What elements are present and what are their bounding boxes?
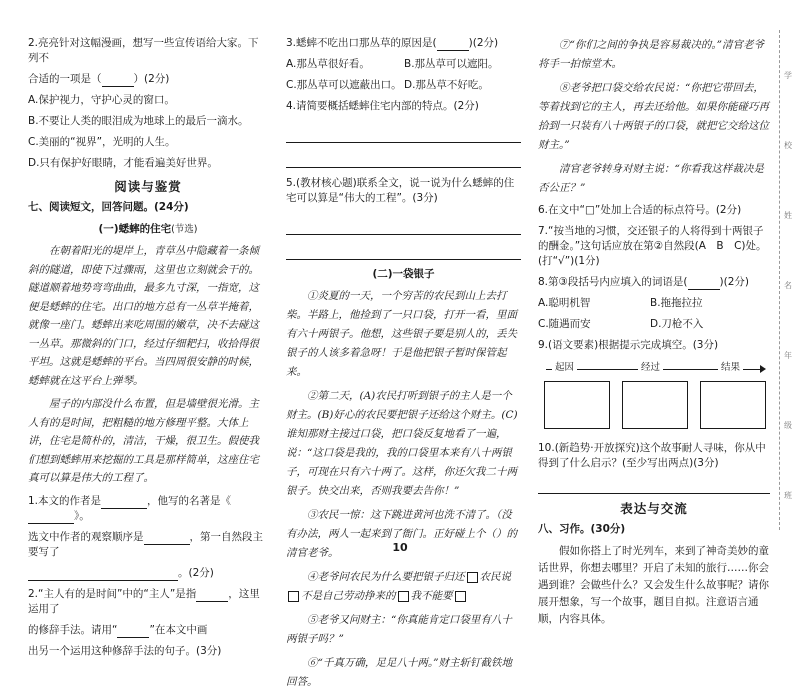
q3-options-row-2 <box>286 78 521 93</box>
diagram-label-cause: 起因 <box>552 359 577 373</box>
passage-2-paragraph-5: ⑤老爷又问财主：“你真能肯定口袋里有八十两银子吗？” <box>286 614 512 645</box>
q10-answer-line-1[interactable] <box>538 477 770 494</box>
question-1 <box>28 494 268 524</box>
punctuation-box-2[interactable] <box>288 591 299 602</box>
diagram-arrow-head-icon <box>760 365 766 373</box>
q3-option-a: A.那丛草很好看。 <box>286 58 370 70</box>
side-text-6: 级 <box>784 421 792 430</box>
q1-text-f: 。(2分) <box>178 566 214 579</box>
q8-answer-blank[interactable] <box>688 278 720 290</box>
q2-option-a: A.保护视力，守护心灵的窗口。 <box>28 94 175 106</box>
q2-option-b: B.不要让人类的眼泪成为地球上的最后一滴水。 <box>28 115 249 127</box>
q3-answer-blank[interactable] <box>437 39 469 51</box>
q3-option-c: C.那丛草可以遮蔽出口。 <box>286 79 402 91</box>
q4-answer-line-1[interactable] <box>286 120 521 143</box>
question-2b-continued <box>28 623 268 638</box>
passage-2-paragraph-2: ②第二天，(A)农民打听到银子的主人是一个财主。(B)好心的农民要把银子还给这个财主。(C)谁知那财主接过口袋，把口袋反复地看了一遍，说：“这口袋是我的，我的口袋里本来有八十两银子，可现在只有六十两了。这样，你还欠我二十两银子。快交出来，否则我要去告你！” <box>286 390 518 497</box>
side-text-2: 校 <box>784 141 792 150</box>
question-10: 10.(新趋势·开放探究)这个故事耐人寻味，你从中得到了什么启示？(至少写出两点)(3分) <box>538 442 766 469</box>
q2-option-c: C.美丽的“视界”，光明的人生。 <box>28 136 176 148</box>
p2-4-text-a: ④老爷问农民为什么要把银子归还 <box>307 571 465 583</box>
passage-2-paragraph-8: ⑧老爷把口袋交给农民说：“你把它带回去，等着找到它的主人，再去还给他。如果你能碰巧再拾到一只装有八十两银子的口袋，就把它交给这位财主。” <box>538 82 769 151</box>
passage-2-paragraph-7: ⑦“你们之间的争执是容易裁决的。”清官老爷将手一拍惊堂木。 <box>538 39 764 70</box>
diagram-label-result: 结果 <box>718 359 743 373</box>
q3-option-d: D.那丛草不好吃。 <box>404 79 489 91</box>
question-2b <box>28 587 268 617</box>
diagram-box-process[interactable] <box>622 381 688 429</box>
q2b-owner-blank[interactable] <box>196 590 228 602</box>
q3-text-end: )(2分) <box>468 37 499 49</box>
question-3 <box>286 36 521 51</box>
passage-1-note: (节选) <box>171 224 198 235</box>
q8-options-row-1 <box>538 296 770 311</box>
punctuation-box-3[interactable] <box>398 591 409 602</box>
binding-margin <box>779 30 796 530</box>
q2-line2-end: ）(2分) <box>133 73 170 85</box>
q1-text-d: 选文中作者的观察顺序是 <box>28 530 144 543</box>
passage-2-paragraph-4 <box>286 568 521 606</box>
question-2-answer-line <box>28 72 268 87</box>
q2-option-d: D.只有保护好眼睛，才能看遍美好世界。 <box>28 157 218 169</box>
q5-answer-line-1[interactable] <box>286 212 521 235</box>
passage-1-title-text: (一)蟋蟀的住宅 <box>98 223 172 235</box>
left-column <box>28 36 268 665</box>
q2b-text-d: ”在本文中画 <box>149 623 208 636</box>
side-text-3: 姓 <box>784 211 792 220</box>
p2-4-text-c: 不是自己劳动挣来的 <box>301 590 396 602</box>
section-express-title: 表达与交流 <box>620 501 688 516</box>
side-text-5: 年 <box>784 351 792 360</box>
q2b-text-b: ，这里运用了 <box>28 587 260 615</box>
question-5: 5.(教材核心题)联系全文，说一说为什么蟋蟀的住宅可以算是“伟大的工程”。(3分) <box>286 177 515 204</box>
question-2b-end: 出另一个运用这种修辞手法的句子。(3分) <box>28 644 222 657</box>
passage-2-paragraph-6: ⑥“千真万确，足足八十两。”财主斩钉截铁地回答。 <box>286 657 512 688</box>
q2b-text-c: 的修辞手法。请用“ <box>28 623 118 636</box>
question-9: 9.(语文要素)根据提示完成填空。(3分) <box>538 339 719 351</box>
question-7-title: 七、阅读短文，回答问题。(24分) <box>28 201 189 213</box>
passage-2-paragraph-3: ③农民一惊：这下跳进黄河也洗不清了。（没有办法，两人一起来到了衙门。正好碰上个（）的清官老爷。 <box>286 509 517 559</box>
q1-text-a: 1.本文的作者是 <box>28 494 102 507</box>
side-text-7: 班 <box>784 491 792 500</box>
q3-option-b: B.那丛草可以遮阳。 <box>404 58 499 70</box>
page-number: 10 <box>392 541 408 554</box>
middle-column <box>286 36 521 697</box>
diagram-box-cause[interactable] <box>544 381 610 429</box>
q2b-text-a: 2.“主人有的是时间”中的“主人”是指 <box>28 587 197 600</box>
passage-1-title <box>28 221 268 236</box>
side-text-4: 名 <box>784 281 792 290</box>
question-7b: 7.“按当地的习惯，交还银子的人将得到十两银子的酬金。”这句话应放在第②自然段(A B C)处。(打“√”)(1分) <box>538 225 767 267</box>
question-4: 4.请简要概括蟋蟀住宅内部的特点。(2分) <box>286 100 479 112</box>
passage-2-title: (二)一袋银子 <box>372 268 435 280</box>
q1-author-blank[interactable] <box>101 497 147 509</box>
side-text-1: 学 <box>784 71 792 80</box>
q1-text-c: 》。 <box>74 509 90 522</box>
writing-task-title: 八、习作。(30分) <box>538 523 626 535</box>
q8-option-c: C.随遇而安 <box>538 318 591 330</box>
diagram-box-result[interactable] <box>700 381 766 429</box>
story-flow-diagram <box>538 359 770 435</box>
q2-answer-blank[interactable] <box>102 75 134 87</box>
q8-option-d: D.刀枪不入 <box>650 318 704 330</box>
diagram-label-process: 经过 <box>638 359 663 373</box>
question-8 <box>538 275 770 290</box>
question-1-end <box>28 566 268 581</box>
q1-text-b: ，他写的名著是《 <box>147 494 232 507</box>
passage-2-paragraph-1: ①炎夏的一天，一个穷苦的农民到山上去打柴。半路上，他捡到了一只口袋，打开一看，里面有六十两银子。他想，这些银子要是别人的，丢失银子的人该多着急呀！于是他把银子暂时保管起来。 <box>286 290 517 378</box>
q8-options-row-2 <box>538 317 770 332</box>
section-reading-title: 阅读与鉴赏 <box>114 179 182 194</box>
passage-2-paragraph-9: 清官老爷转身对财主说：“你看我这样裁决是否公正？” <box>538 163 764 194</box>
q8-option-a: A.聪明机智 <box>538 297 591 309</box>
question-6: 6.在文中“□”处加上合适的标点符号。(2分) <box>538 204 742 216</box>
p2-4-text-b: 农民说 <box>479 571 511 583</box>
q8-text-end: )(2分) <box>719 276 750 288</box>
passage-1-paragraph-2: 屋子的内部没什么布置，但是墙壁很光滑。主人有的是时间，把粗糙的地方修理平整。大体上讲，住宅是简朴的，清洁，干燥，很卫生。假使我们想到蟋蟀用来挖掘的工具是那样简单，这座住宅真可以算是伟大的工程了。 <box>28 398 259 484</box>
q3-options-row-1 <box>286 57 521 72</box>
q2-line2: 合适的一项是（ <box>28 73 102 85</box>
q8-text: 8.第③段括号内应填入的词语是( <box>538 276 688 288</box>
passage-1-paragraph-1: 在朝着阳光的堤岸上，青草丛中隐藏着一条倾斜的隧道，即使下过骤雨，这里也立刻就会干的。隧道顺着地势弯弯曲曲，最多九寸深，一指宽，这便是蟋蟀的住宅。出口的地方总有一丛草半掩着，就像一座门。蟋蟀出来吃周围的嫩草，决不去碰这一丛草。那微斜的门口，经过仔细耙扫，收拾得很平坦。这就是蟋蟀的平台。当四周很安静的时候，蟋蟀就在这平台上弹琴。 <box>28 245 259 387</box>
punctuation-box-4[interactable] <box>455 591 466 602</box>
q1-book-blank[interactable] <box>28 512 74 524</box>
q8-option-b: B.拖拖拉拉 <box>650 297 703 309</box>
p2-4-text-d: 我不能要 <box>410 590 453 602</box>
punctuation-box-1[interactable] <box>467 572 478 583</box>
writing-task-prompt: 假如你搭上了时光列车，来到了神奇美妙的童话世界，你想去哪里？开启了未知的旅行……你会遇到谁？会做些什么？又会发生什么故事呢？请你展开想象，写一个故事，题目自拟。注意语言通顺，内容具体。 <box>538 545 769 625</box>
q1-text-e: ，第一自然段主要写了 <box>28 530 263 558</box>
q1-summary-blank[interactable] <box>28 569 178 581</box>
q4-answer-line-2[interactable] <box>286 145 521 168</box>
question-2-prompt <box>28 36 268 66</box>
q2-line1: 2.亮亮针对这幅漫画，想写一些宣传语给大家。下列不 <box>28 37 259 64</box>
q5-answer-line-2[interactable] <box>286 237 521 260</box>
q2b-rhetoric-blank[interactable] <box>117 626 149 638</box>
q3-text: 3.蟋蟀不吃出口那丛草的原因是( <box>286 37 437 49</box>
